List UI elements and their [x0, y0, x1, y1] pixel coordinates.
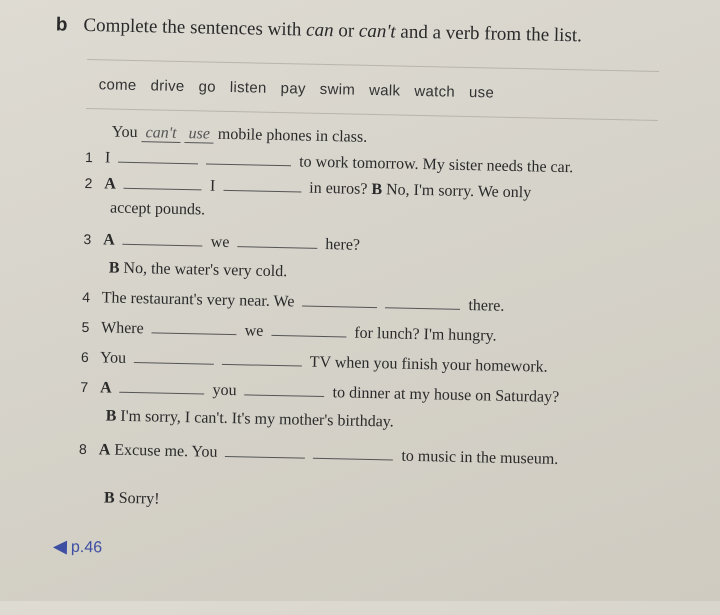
answer-blank[interactable]: [302, 305, 377, 309]
page-reference-label: p.46: [70, 538, 103, 557]
example-modal: can't: [141, 124, 180, 143]
heading-word-can: can: [305, 19, 334, 42]
item-number: 6: [80, 348, 89, 366]
text: we: [244, 322, 264, 340]
sentence-2-cont: [110, 200, 205, 220]
speaker-b: B: [103, 489, 115, 507]
text: I: [209, 177, 216, 195]
speaker-b: B: [105, 407, 117, 425]
verb-drive: drive: [150, 76, 185, 95]
text: Where: [100, 319, 144, 338]
text: No, I'm sorry. We only: [385, 181, 532, 202]
item-number: 2: [84, 174, 93, 192]
answer-blank[interactable]: [245, 393, 325, 397]
answer-blank[interactable]: [118, 161, 198, 165]
speaker-a: A: [98, 441, 111, 459]
sentence-5: [81, 319, 496, 346]
item-number: 8: [78, 440, 87, 458]
page-reference[interactable]: [53, 538, 103, 557]
arrow-left-icon: [53, 540, 67, 554]
item-number: 5: [81, 318, 90, 336]
heading-word-cant: can't: [358, 20, 396, 43]
heading-text-start: Complete the sentences with: [83, 14, 307, 41]
item-number: 3: [83, 230, 92, 248]
answer-blank[interactable]: [223, 189, 301, 193]
answer-blank[interactable]: [152, 331, 237, 335]
answer-blank[interactable]: [134, 361, 214, 365]
answer-blank[interactable]: [124, 187, 202, 191]
speaker-a: A: [103, 231, 115, 249]
verb-come: come: [98, 75, 137, 94]
sentence-8-reply: [104, 489, 160, 508]
text: to work tomorrow. My sister needs the car.: [299, 153, 574, 177]
answer-blank[interactable]: [222, 363, 302, 367]
verb-list-box: [86, 59, 659, 121]
text: you: [212, 381, 237, 400]
sentence-1: [85, 149, 573, 177]
heading-text-or: or: [333, 20, 360, 42]
text: TV when you finish your homework.: [309, 353, 548, 376]
text: to dinner at my house on Saturday?: [332, 384, 560, 406]
item-number: 1: [84, 148, 94, 166]
text: I'm sorry, I can't. It's my mother's birthday.: [120, 407, 394, 431]
verb-pay: pay: [280, 79, 306, 98]
text: in euros?: [309, 179, 368, 198]
sentence-6: [81, 349, 548, 377]
sentence-3: [83, 231, 360, 255]
speaker-a: A: [104, 175, 117, 193]
text: You: [99, 349, 127, 367]
exercise-heading: [56, 14, 582, 47]
answer-blank[interactable]: [313, 457, 393, 461]
text: we: [210, 233, 230, 252]
answer-blank[interactable]: [123, 243, 203, 247]
sentence-8: [79, 441, 559, 469]
text: for lunch? I'm hungry.: [354, 324, 497, 345]
example-end: mobile phones in class.: [217, 125, 368, 146]
heading-text-end: and a verb from the list.: [395, 21, 583, 47]
sentence-7: [80, 379, 559, 407]
example-sentence: [111, 124, 367, 147]
answer-blank[interactable]: [206, 163, 291, 167]
text: Excuse me. You: [114, 441, 218, 461]
item-number: 7: [80, 378, 89, 396]
sentence-2: [84, 175, 531, 202]
answer-blank[interactable]: [271, 334, 346, 338]
example-start: You: [111, 123, 138, 142]
verb-walk: walk: [368, 81, 401, 100]
text: there.: [468, 297, 505, 315]
answer-blank[interactable]: [225, 455, 305, 459]
verb-listen: listen: [229, 78, 267, 97]
sentence-3-reply: [109, 259, 288, 281]
sentence-7-reply: [106, 407, 394, 431]
exercise-letter: b: [55, 14, 68, 36]
example-verb: use: [184, 125, 214, 144]
verb-use: use: [468, 83, 495, 102]
verb-go: go: [198, 77, 217, 96]
text: here?: [325, 236, 361, 254]
answer-blank[interactable]: [120, 391, 205, 395]
text: The restaurant's very near. We: [101, 289, 295, 311]
answer-blank[interactable]: [237, 245, 317, 249]
speaker-b: B: [108, 259, 120, 277]
text: I: [104, 149, 111, 167]
item-number: 4: [82, 288, 91, 306]
speaker-a: A: [99, 379, 112, 397]
speaker-b: B: [371, 180, 383, 199]
text: Sorry!: [118, 489, 160, 508]
text: to music in the museum.: [401, 447, 559, 468]
sentence-4: [82, 289, 505, 316]
text: accept pounds.: [109, 199, 206, 219]
text: No, the water's very cold.: [123, 259, 288, 281]
answer-blank[interactable]: [385, 306, 460, 310]
verb-swim: swim: [319, 80, 356, 99]
verb-watch: watch: [414, 82, 456, 101]
